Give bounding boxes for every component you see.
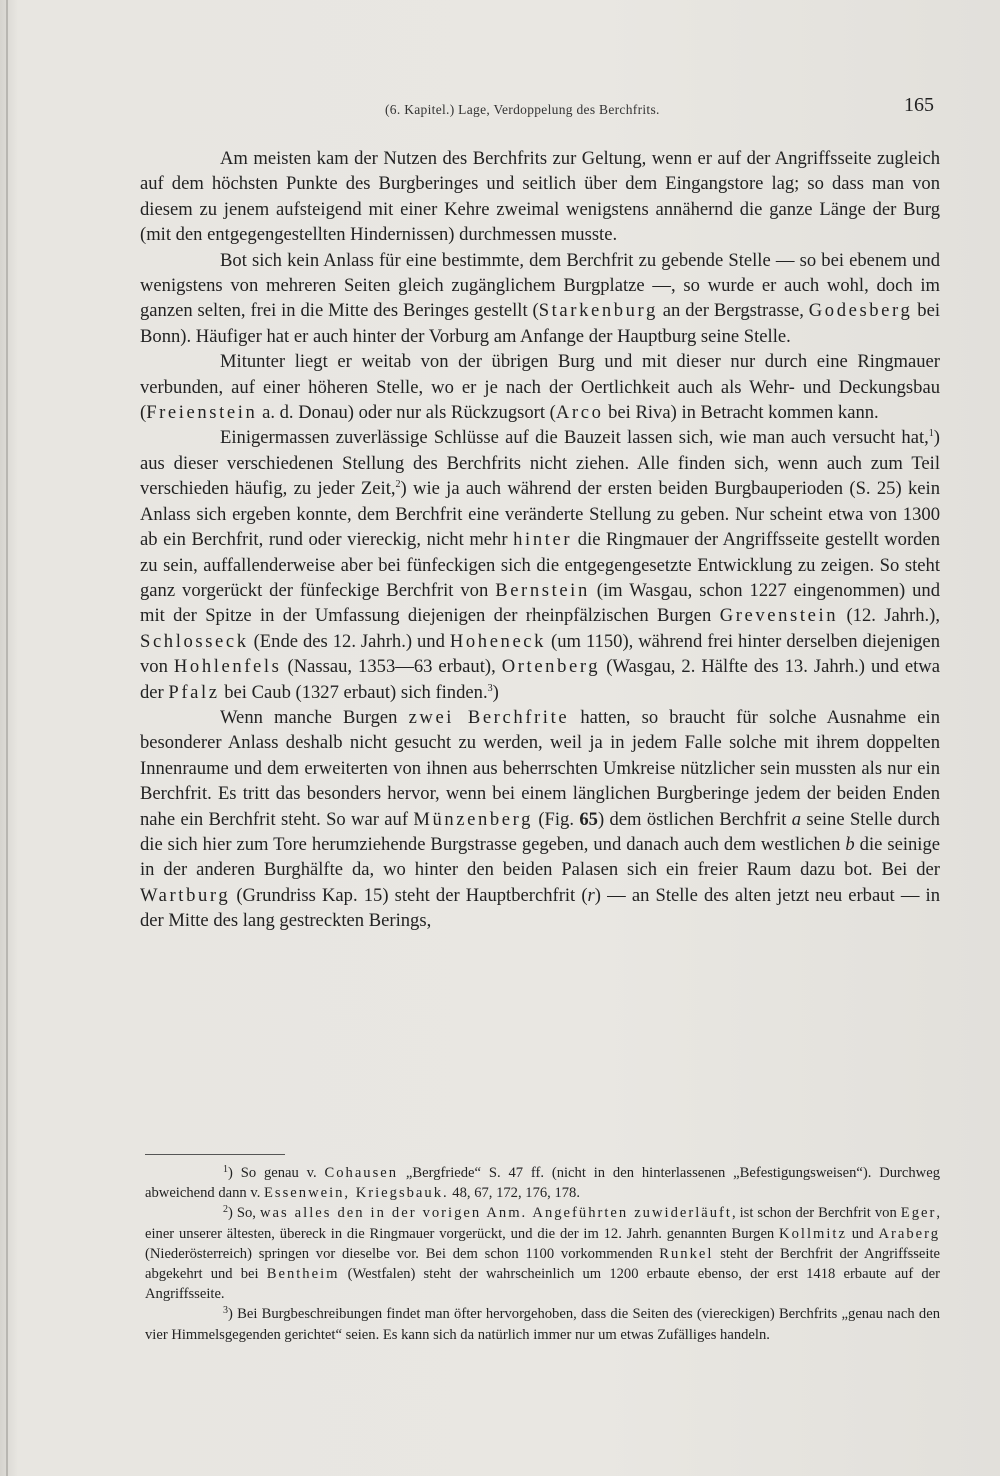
paragraph-5 <box>140 705 940 934</box>
plan-letter: a <box>791 808 802 830</box>
text-run: ) Bei Burgbeschreibungen findet man öfter hervorgehoben, dass die Seiten des (viereckigen) Berchfrits „genau nach den vier Himmelsgegenden gerichtet“ seien. Es kann sich da natürlich immer nur um etwas Zufälliges handeln. <box>145 1306 940 1343</box>
text-run: (Grundriss Kap. 15) steht der Hauptberchfrit ( <box>230 884 588 906</box>
emphasis-word: zwei Berchfrite <box>408 706 570 728</box>
page-edge-shadow <box>6 0 8 1476</box>
place-name: Bentheim <box>266 1266 340 1283</box>
footnotes <box>145 1163 940 1345</box>
place-name: Ortenberg <box>501 656 601 678</box>
place-name: Grevenstein <box>719 605 839 627</box>
place-name: Pfalz <box>168 681 220 703</box>
text-run: ) wie ja auch während der ersten beiden Burgbauperioden (S. 25) kein Anlass sich ergeben konnte, dem Berchfrit eine veränderte Stellung zu geben. Nur scheint etwa von 1300 ab ein Berchfrit, rund oder viereckig, nicht mehr <box>140 478 940 551</box>
text-run: Wenn manche Burgen <box>220 706 409 728</box>
footnote-1 <box>145 1163 940 1203</box>
footnote-divider <box>145 1154 285 1155</box>
text-run: Bot sich kein Anlass für eine bestimmte, dem Berchfrit zu gebende Stelle — so bei ebenem und wenigstens von mehreren Seiten gleich zugänglichem Burgplatze —, so wurde er auch wohl, doch im ganzen selten, frei in die Mitte des Beringes gestellt ( <box>140 249 940 322</box>
paragraph-1: Am meisten kam der Nutzen des Berchfrits zur Geltung, wenn er auf der Angriffsseite zugleich auf dem höchsten Punkte des Burgberinges und seitlich über dem Eingangstore lag; so dass man von diesem zu jenem aufsteigend mit einer Kehre zweimal wenigstens annähernd die ganze Länge der Burg (mit den entgegengestellten Hindernissen) durchmessen musste. <box>140 148 940 246</box>
text-run: die Ringmauer der Angriffsseite gestellt worden zu sein, auffallenderweise aber bei fünfeckigen sich die entgegengesetzte Entwicklung zu zeigen. So steht ganz vorgerückt der fünfeckige Berchfrit von <box>140 529 940 601</box>
text-run: ) <box>492 681 499 703</box>
footnote-mark: 2 <box>223 1204 228 1216</box>
text-run: ) aus dieser verschiedenen Stellung des Berchfrits nicht ziehen. Alle finden sich, wenn auch zum Teil verschieden häufig, zu jeder Zeit, <box>140 427 940 500</box>
text-run: (Niederösterreich) springen vor dieselbe vor. Bei dem schon 1100 vorkommenden <box>145 1245 660 1262</box>
place-name: Starkenburg <box>538 300 658 322</box>
place-name: Schlosseck <box>140 630 249 652</box>
text-run: , ist schon der Berchfrit von <box>731 1205 901 1222</box>
text-run: ) So, <box>228 1205 260 1222</box>
place-name: Hohlenfels <box>173 656 282 678</box>
footnote-ref[interactable]: 3 <box>487 682 493 694</box>
figure-reference[interactable]: 65 <box>579 808 598 830</box>
page-number: 165 <box>904 94 934 116</box>
emphasis-phrase: was alles den in der vorigen Anm. Angeführten zuwiderläuft <box>259 1205 732 1222</box>
footnote-ref[interactable]: 1 <box>928 428 934 440</box>
text-run: Einigermassen zuverlässige Schlüsse auf die Bauzeit lassen sich, wie man auch versucht hat, <box>220 427 929 449</box>
place-name: Hoheneck <box>449 630 547 652</box>
text-run: „Bergfriede“ S. 47 ff. (nicht in den hinterlassenen „Befestigungsweisen“). Durchweg abweichend dann v. <box>145 1165 940 1202</box>
place-name: Arco <box>555 402 604 424</box>
plan-letter: r <box>587 884 595 906</box>
text-run: an der Bergstrasse, <box>657 300 809 322</box>
author-name: Cohausen <box>324 1165 399 1181</box>
text-run: ) So genau v. <box>228 1165 325 1181</box>
footnote-2 <box>145 1203 940 1304</box>
text-run: a. d. Donau) oder nur als Rückzugsort ( <box>257 402 556 424</box>
paragraph-2 <box>140 248 940 350</box>
text-run: die seinige in der anderen Burghälfte da, wo hinter den beiden Palasen sich ein freier Raum dazu bot. Bei der <box>140 833 941 881</box>
footnote-3 <box>145 1304 940 1344</box>
running-head: (6. Kapitel.) Lage, Verdoppelung des Berchfrits. <box>385 102 660 117</box>
place-name: Bernstein <box>495 579 590 601</box>
text-run: (Nassau, 1353—63 erbaut), <box>281 656 502 678</box>
main-text <box>140 146 940 934</box>
text-run: Mitunter liegt er weitab von der übrigen Burg und mit dieser nur durch eine Ringmauer verbunden, auf einer höheren Stelle, wo er je nach der Oertlichkeit auch als Wehr- und Deckungsbau ( <box>140 351 940 424</box>
text-run: hatten, so braucht für solche Ausnahme ein besonderer Anlass deshalb nicht gesucht zu werden, weil ja in jedem Falle solche mit ihrem doppelten Innenraume und dem erweiterten von ihnen aus beherrschten Umkreise nützlicher sein mussten als nur ein Berchfrit. Es tritt das besonders hervor, wenn bei einem länglichen Burgberinge jedem der beiden Enden nahe ein Berchfrit steht. So war auf <box>140 706 940 830</box>
footnote-mark: 3 <box>223 1305 228 1317</box>
text-run: (um 1150), während frei hinter derselben diejenigen von <box>140 630 940 678</box>
text-run: (Wasgau, 2. Hälfte des 13. Jahrh.) und etwa der <box>140 656 940 703</box>
text-run: (Fig. <box>533 808 580 830</box>
text-run: (im Wasgau, schon 1227 eingenommen) und mit der Spitze in der Umfassung diejenigen der rheinpfälzischen Burgen <box>140 579 941 627</box>
paragraph-4 <box>140 425 940 704</box>
text-run: bei Riva) in Betracht kommen kann. <box>603 402 879 424</box>
place-name: Freienstein <box>146 402 258 424</box>
text-run: bei Bonn). Häufiger hat er auch hinter der Vorburg am Anfange der Hauptburg seine Stelle. <box>140 300 940 347</box>
place-name: Eger <box>900 1205 937 1222</box>
text-run: ) dem östlichen Berchfrit <box>597 808 792 830</box>
footnote-mark: 1 <box>223 1164 228 1175</box>
place-name: Wartburg <box>140 884 231 906</box>
text-run: (Ende des 12. Jahrh.) und <box>248 630 450 652</box>
emphasis-word: hinter <box>513 529 573 551</box>
text-run: 48, 67, 172, 176, 178. <box>448 1185 580 1202</box>
text-run: steht der Berchfrit der Angriffsseite abgekehrt und bei <box>145 1245 940 1283</box>
text-run: bei Caub (1327 erbaut) sich finden. <box>219 681 488 703</box>
place-name: Araberg <box>878 1225 940 1242</box>
text-run: ) — an Stelle des alten jetzt neu erbaut — in der Mitte des lang gestreckten Berings, <box>140 884 941 932</box>
paragraph-3 <box>140 349 940 425</box>
text-run: und <box>846 1225 879 1242</box>
place-name: Runkel <box>659 1245 714 1262</box>
page-header <box>140 94 940 124</box>
text-run: seine Stelle durch die sich hier zum Tore herumziehende Burgstrasse gegeben, und danach auch dem westlichen <box>140 808 940 855</box>
text-run: (Westfalen) steht der wahrscheinlich um 1200 erbaute ebenso, der erst 1418 erbaute auf der Angriffsseite. <box>145 1266 940 1303</box>
plan-letter: b <box>845 833 855 855</box>
text-run: , einer unserer ältesten, übereck in die Ringmauer vorgerückt, und die der im 12. Jahrh. genannten Burgen <box>145 1205 940 1242</box>
text-run: (12. Jahrh.), <box>838 605 940 627</box>
place-name: Münzenberg <box>413 808 533 830</box>
author-name: Essenwein, Kriegsbauk. <box>264 1185 449 1202</box>
place-name: Kollmitz <box>779 1225 847 1242</box>
place-name: Godesberg <box>808 300 913 322</box>
footnote-ref[interactable]: 2 <box>395 479 401 491</box>
